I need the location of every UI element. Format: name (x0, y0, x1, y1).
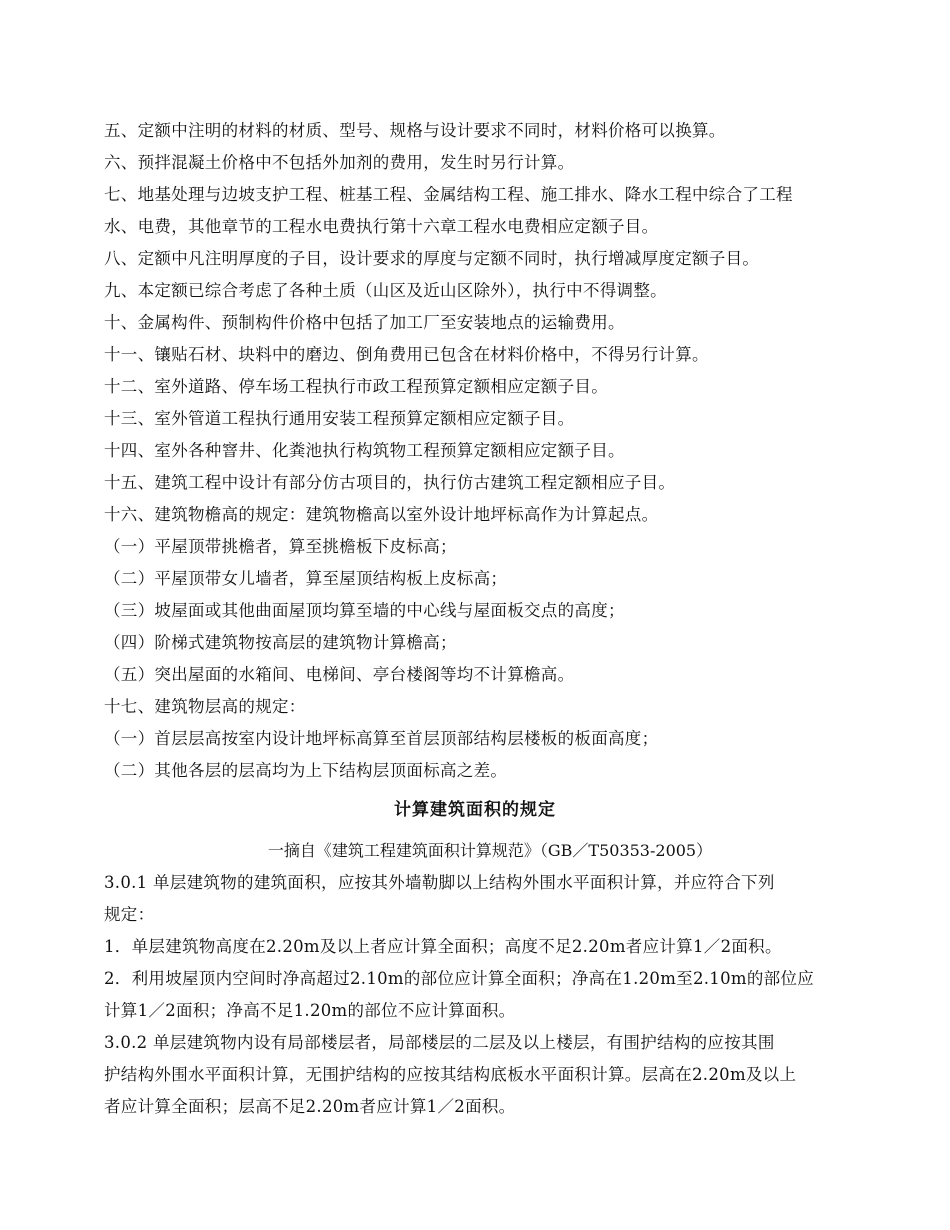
area-rule-line: 计算1／2面积；净高不足1.20m的部位不应计算面积。 (104, 1001, 516, 1020)
sub-rule-line: （二）其他各层的层高均为上下结构层顶面标高之差。 (104, 761, 508, 780)
area-rule-line: 3.0.2 单层建筑物内设有局部楼层者，局部楼层的二层及以上楼层，有围护结构的应按其围 (104, 1033, 775, 1052)
sub-rule-line: （五）突出屋面的水箱间、电梯间、亭台楼阁等均不计算檐高。 (104, 665, 575, 684)
area-rule-line: 者应计算全面积；层高不足2.20m者应计算1／2面积。 (104, 1097, 516, 1116)
sub-rule-line: （三）坡屋面或其他曲面屋顶均算至墙的中心线与屋面板交点的高度； (104, 601, 625, 620)
rule-line: 十三、室外管道工程执行通用安装工程预算定额相应定额子目。 (104, 409, 575, 428)
rule-line: 十一、镶贴石材、块料中的磨边、倒角费用已包含在材料价格中，不得另行计算。 (104, 345, 709, 364)
rule-line: 十、金属构件、预制构件价格中包括了加工厂至安装地点的运输费用。 (104, 313, 625, 332)
sub-rule-line: （一）首层层高按室内设计地坪标高算至首层顶部结构层楼板的板面高度； (104, 729, 659, 748)
rule-line: 十六、建筑物檐高的规定：建筑物檐高以室外设计地坪标高作为计算起点。 (104, 505, 659, 524)
rule-line: 八、定额中凡注明厚度的子目，设计要求的厚度与定额不同时，执行增减厚度定额子目。 (104, 249, 760, 268)
rule-line: 七、地基处理与边坡支护工程、桩基工程、金属结构工程、施工排水、降水工程中综合了工程 (104, 185, 793, 204)
area-rule-line: 规定： (104, 905, 155, 924)
rule-line: 五、定额中注明的材料的材质、型号、规格与设计要求不同时，材料价格可以换算。 (104, 121, 726, 140)
sub-rule-line: （二）平屋顶带女儿墙者，算至屋顶结构板上皮标高； (104, 569, 508, 588)
area-rule-line: 护结构外围水平面积计算，无围护结构的应按其结构底板水平面积计算。层高在2.20m及以上 (104, 1065, 797, 1084)
rule-line: 十二、室外道路、停车场工程执行市政工程预算定额相应定额子目。 (104, 377, 608, 396)
area-rule-line: 2．利用坡屋顶内空间时净高超过2.10m的部位应计算全面积；净高在1.20m至2.10m的部位应 (104, 969, 815, 988)
section-title: 计算建筑面积的规定 (394, 800, 556, 820)
rule-line: 十七、建筑物层高的规定： (104, 697, 306, 716)
rule-line: 九、本定额已综合考虑了各种土质（山区及近山区除外），执行中不得调整。 (104, 281, 667, 300)
rule-line: 水、电费，其他章节的工程水电费执行第十六章工程水电费相应定额子目。 (104, 217, 659, 236)
sub-rule-line: （四）阶梯式建筑物按高层的建筑物计算檐高； (104, 633, 457, 652)
sub-rule-line: （一）平屋顶带挑檐者，算至挑檐板下皮标高； (104, 537, 457, 556)
section-source: 一摘自《建筑工程建筑面积计算规范》（GB／T50353-2005） (267, 841, 713, 860)
rule-line: 六、预拌混凝土价格中不包括外加剂的费用，发生时另行计算。 (104, 153, 575, 172)
area-rule-line: 1．单层建筑物高度在2.20m及以上者应计算全面积；高度不足2.20m者应计算1／2面积。 (104, 937, 782, 956)
rule-line: 十五、建筑工程中设计有部分仿古项目的，执行仿古建筑工程定额相应子目。 (104, 473, 676, 492)
rule-line: 十四、室外各种窨井、化粪池执行构筑物工程预算定额相应定额子目。 (104, 441, 625, 460)
area-rule-line: 3.0.1 单层建筑物的建筑面积，应按其外墙勒脚以上结构外围水平面积计算，并应符合下列 (104, 873, 775, 892)
